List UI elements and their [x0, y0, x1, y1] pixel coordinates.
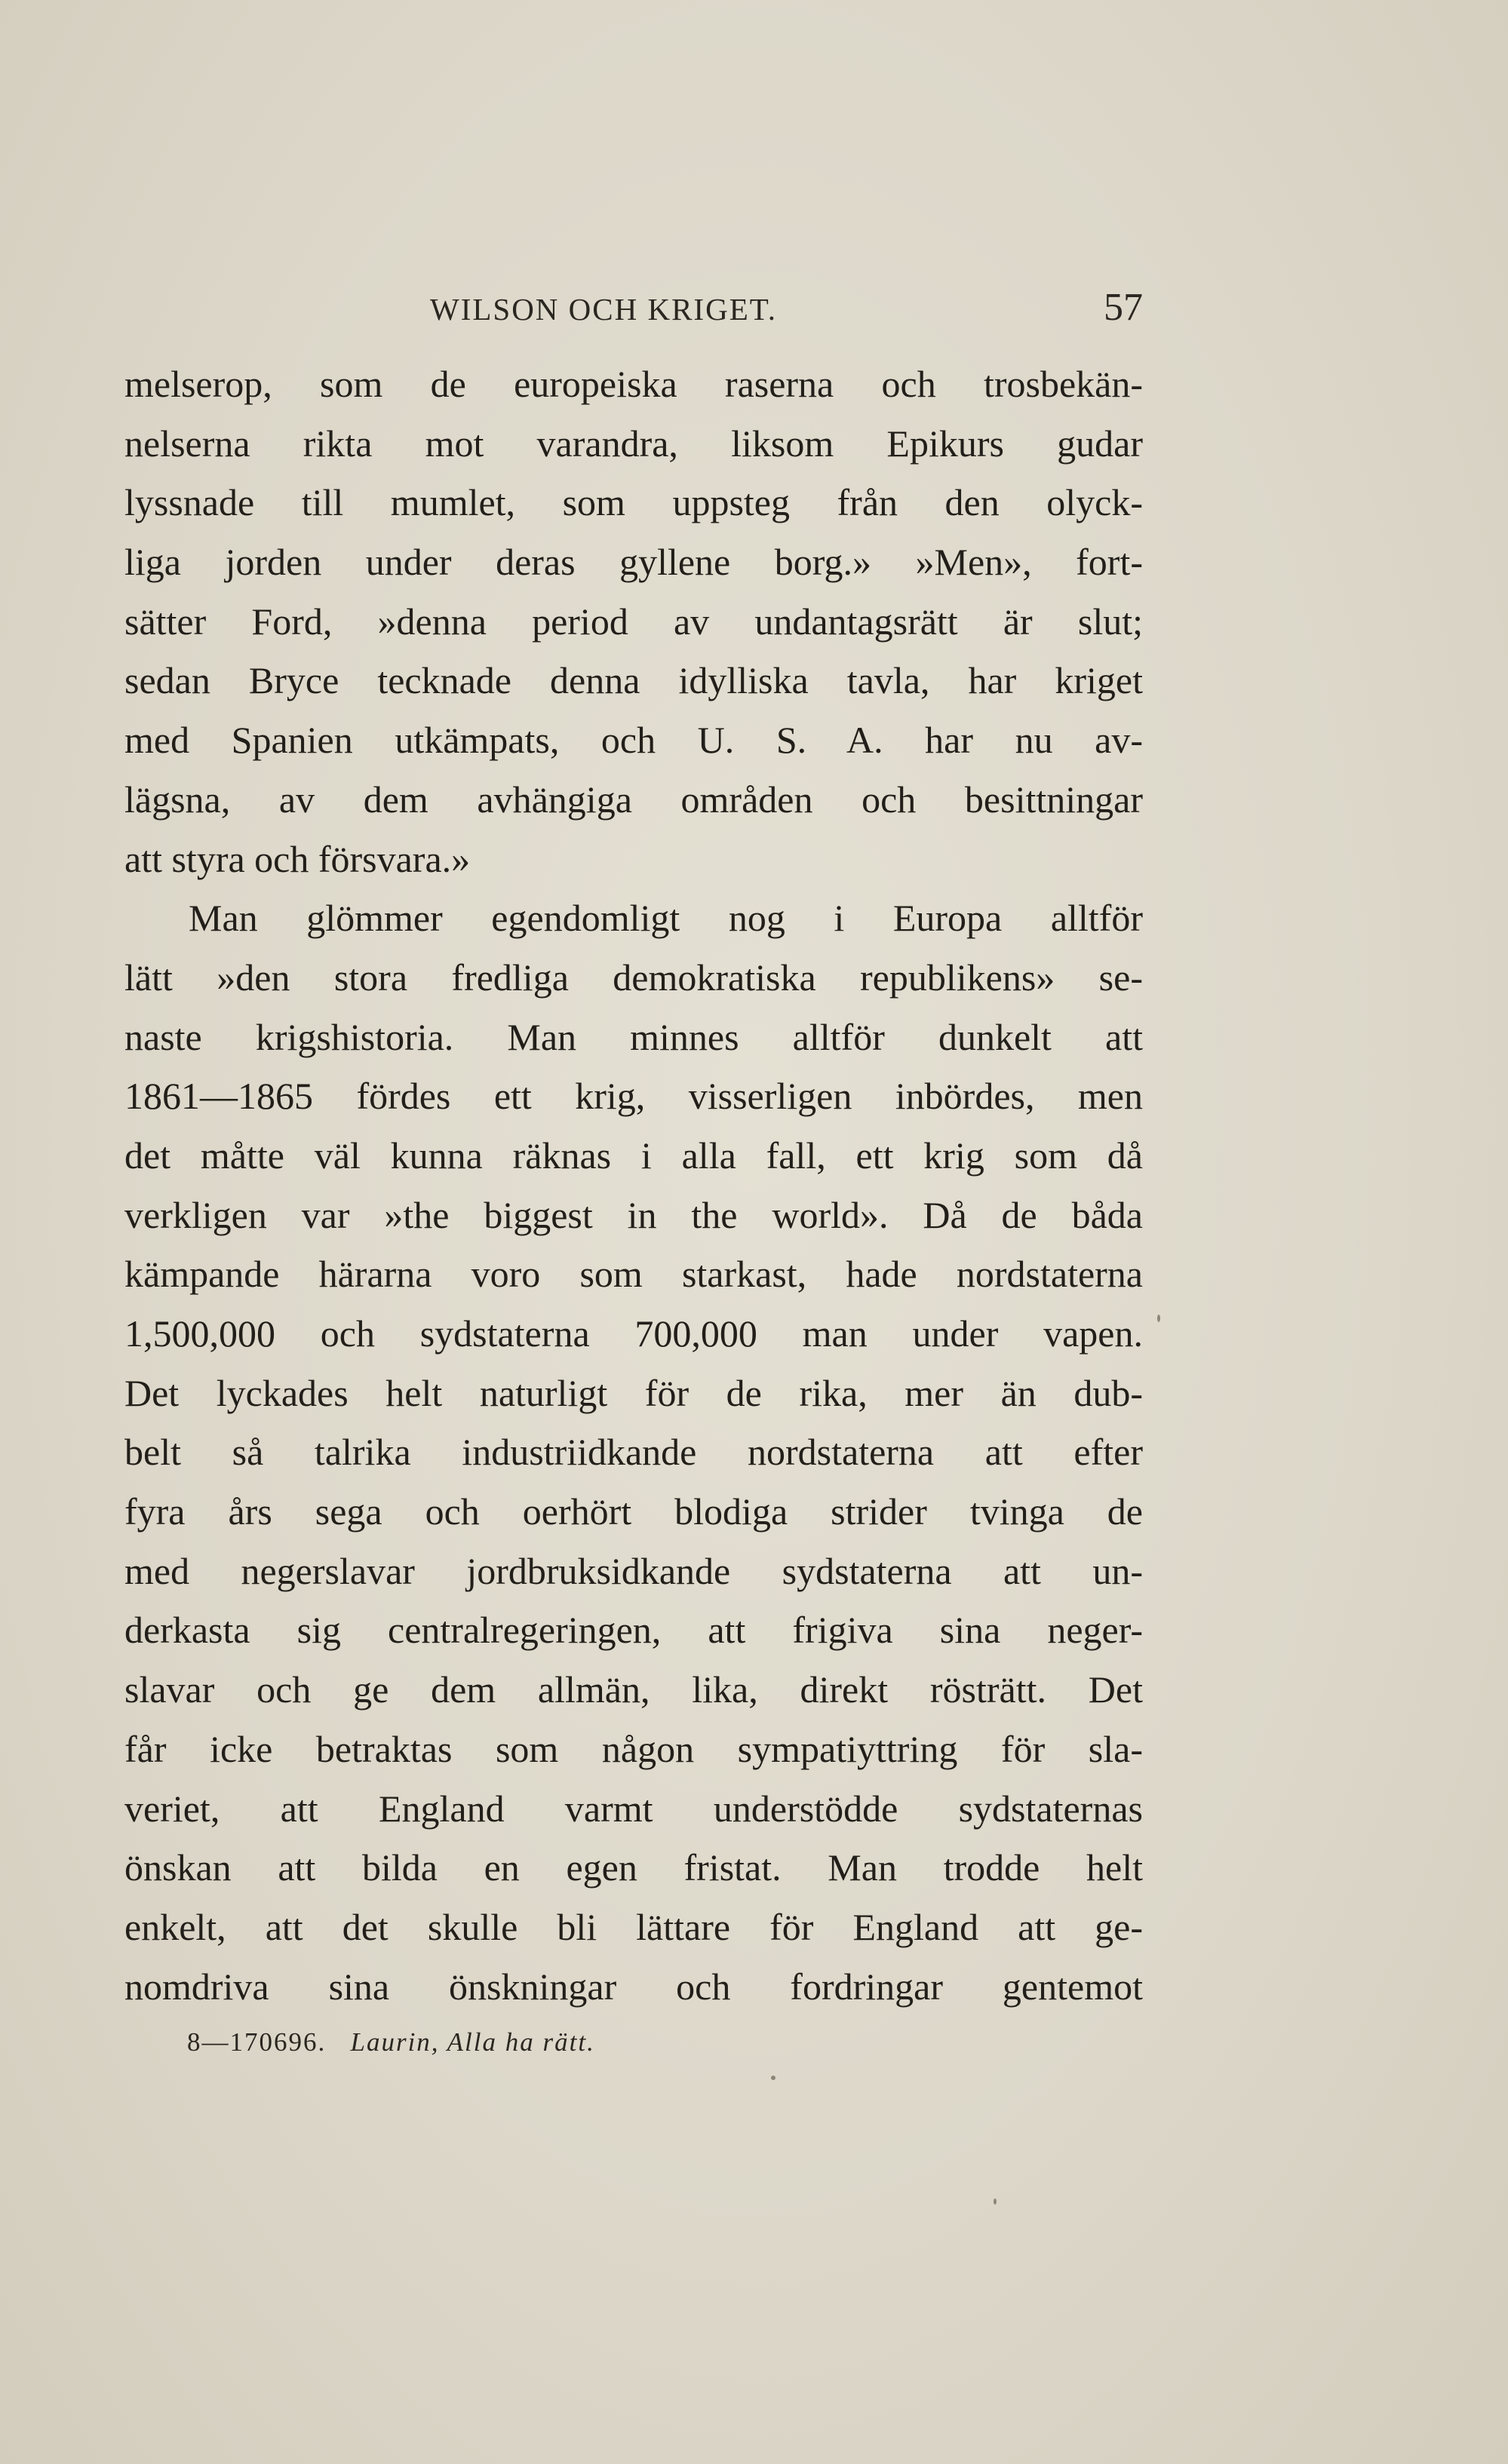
running-title: WILSON OCH KRIGET.: [430, 292, 777, 327]
text-line: sedan Bryce tecknade denna idylliska tavla, har kriget: [124, 659, 1143, 702]
text-line: liga jorden under deras gyllene borg.» »Men», fort-: [124, 541, 1143, 584]
paper-speck: [994, 2199, 997, 2205]
text-line: önskan att bilda en egen fristat. Man trodde helt: [124, 1846, 1143, 1889]
paper-speck: [771, 2076, 775, 2080]
text-line: kämpande härarna voro som starkast, hade nordstaterna: [124, 1253, 1143, 1296]
text-line: nomdriva sina önskningar och fordringar gentemot: [124, 1965, 1143, 2008]
text-line: nelserna rikta mot varandra, liksom Epikurs gudar: [124, 422, 1143, 465]
text-line: 1,500,000 och sydstaterna 700,000 man under vapen.: [124, 1312, 1143, 1355]
text-line: belt så talrika industriidkande nordstaterna att efter: [124, 1431, 1143, 1474]
text-line: veriet, att England varmt understödde sydstaternas: [124, 1787, 1143, 1830]
text-line: fyra års sega och oerhört blodiga strider tvinga de: [124, 1490, 1143, 1533]
printer-signature: [187, 2027, 595, 2057]
text-line: sätter Ford, »denna period av undantagsrätt är slut;: [124, 600, 1143, 643]
text-line: derkasta sig centralregeringen, att frigiva sina neger-: [124, 1609, 1143, 1652]
text-line: med negerslavar jordbruksidkande sydstaterna att un-: [124, 1549, 1143, 1592]
signature-mark: 8—170696.: [187, 2027, 327, 2057]
text-line: får icke betraktas som någon sympatiyttring för sla-: [124, 1727, 1143, 1770]
text-line: melserop, som de europeiska raserna och trosbekän-: [124, 363, 1143, 405]
text-line: det måtte väl kunna räknas i alla fall, ett krig som då: [124, 1134, 1143, 1177]
text-line: att styra och försvara.»: [124, 837, 471, 880]
page-number: 57: [1104, 286, 1143, 329]
text-line: lägsna, av dem avhängiga områden och besittningar: [124, 778, 1143, 821]
text-line: lyssnade till mumlet, som uppsteg från den olyck-: [124, 481, 1143, 524]
text-line: Det lyckades helt naturligt för de rika, mer än dub-: [124, 1371, 1143, 1414]
text-line: slavar och ge dem allmän, lika, direkt rösträtt. Det: [124, 1668, 1143, 1711]
text-line: Man glömmer egendomligt nog i Europa alltför: [189, 897, 1143, 940]
text-line: lätt »den stora fredliga demokratiska republikens» se-: [124, 956, 1143, 999]
text-line: naste krigshistoria. Man minnes alltför dunkelt att: [124, 1015, 1143, 1058]
text-line: med Spanien utkämpats, och U. S. A. har nu av-: [124, 719, 1143, 762]
text-line: enkelt, att det skulle bli lättare för England att ge-: [124, 1905, 1143, 1948]
text-line: verkligen var »the biggest in the world». Då de båda: [124, 1193, 1143, 1236]
body-text: [124, 354, 1143, 2016]
text-line: 1861—1865 fördes ett krig, visserligen inbördes, men: [124, 1075, 1143, 1118]
paper-speck: [1157, 1315, 1160, 1322]
page-header: [124, 285, 1143, 338]
author-title: Laurin, Alla ha rätt.: [350, 2027, 595, 2057]
